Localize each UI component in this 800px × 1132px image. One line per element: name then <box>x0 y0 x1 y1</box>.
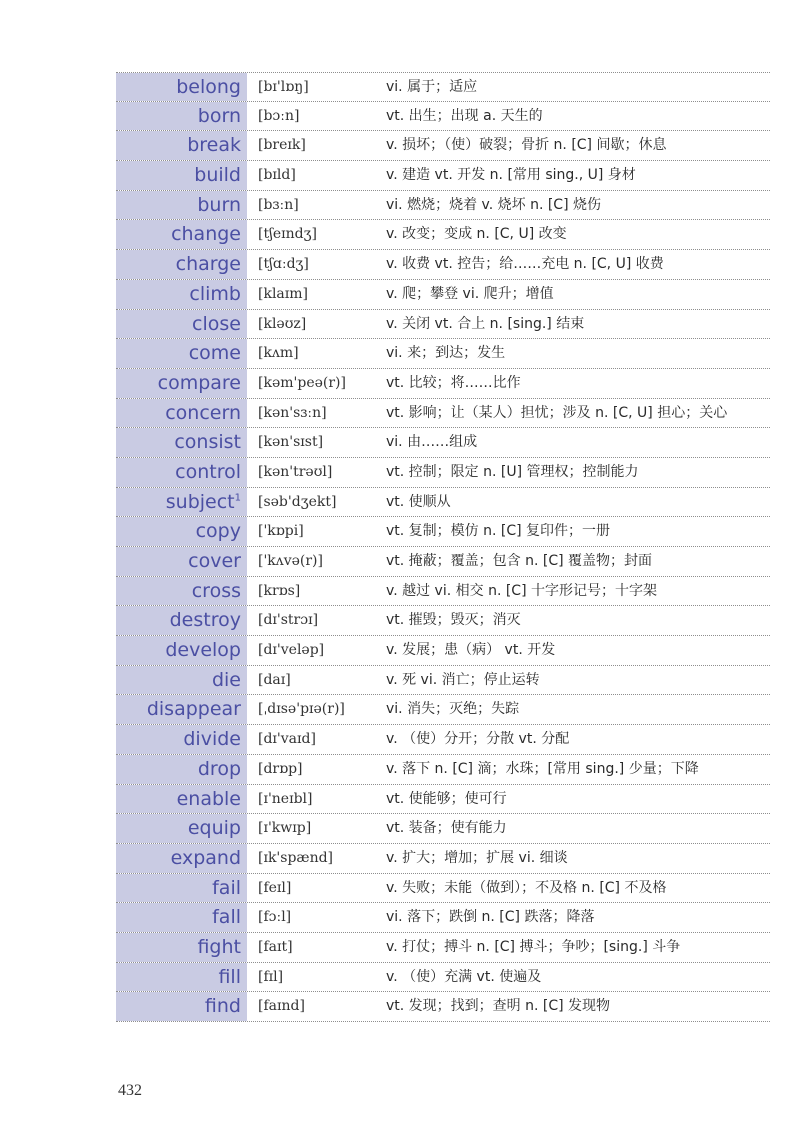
headword-text: fill <box>218 965 241 988</box>
vocab-row <box>116 339 770 369</box>
headword <box>116 547 250 576</box>
headword <box>116 517 250 546</box>
definition: vt. 掩蔽；覆盖；包含 n. [C] 覆盖物；封面 <box>386 553 653 569</box>
headword <box>116 102 250 131</box>
headword <box>116 339 250 368</box>
headword-text: find <box>204 995 241 1018</box>
vocab-row <box>116 577 770 607</box>
definition: v. （使）充满 vt. 使遍及 <box>386 968 542 985</box>
phonetic: [faɪnd] <box>258 998 305 1015</box>
definition: vt. 装备；使有能力 <box>386 820 507 837</box>
headword-text: enable <box>176 787 241 810</box>
vocab-row <box>116 666 770 696</box>
phonetic: [ˌdɪsə'pɪə(r)] <box>258 701 345 718</box>
headword <box>116 577 250 606</box>
headword <box>116 310 250 339</box>
vocab-row <box>116 963 770 993</box>
headword-text: burn <box>197 193 241 216</box>
headword <box>116 666 250 695</box>
definition: vt. 摧毁；毁灭；消灭 <box>386 612 521 629</box>
definition: v. 失败；未能（做到）；不及格 n. [C] 不及格 <box>386 879 667 896</box>
phonetic: [fɪl] <box>258 968 284 985</box>
headword <box>116 725 250 754</box>
phonetic: [ɪ'kwɪp] <box>258 820 312 837</box>
headword <box>116 606 250 635</box>
vocab-row <box>116 636 770 666</box>
vocab-row <box>116 695 770 725</box>
headword-text: equip <box>187 817 241 840</box>
definition: v. 发展；患（病） vt. 开发 <box>386 642 556 659</box>
definition: vi. 落下；跌倒 n. [C] 跌落；降落 <box>386 909 595 926</box>
headword-text: control <box>175 460 241 483</box>
definition: v. 关闭 vt. 合上 n. [sing.] 结束 <box>386 315 585 332</box>
definition: v. 爬；攀登 vi. 爬升；增值 <box>386 285 554 302</box>
phonetic: [kləʊz] <box>258 315 307 332</box>
headword-text: cross <box>191 579 241 602</box>
phonetic: [tʃeɪndʒ] <box>258 226 317 243</box>
headword-text: charge <box>175 253 241 276</box>
phonetic: [kən'sɜːn] <box>258 404 327 421</box>
definition: vi. 燃烧；烧着 v. 烧坏 n. [C] 烧伤 <box>386 196 601 213</box>
vocab-row <box>116 280 770 310</box>
definition: vt. 使顺从 <box>386 493 451 510</box>
phonetic: [breɪk] <box>258 137 306 154</box>
phonetic: [bɜːn] <box>258 196 299 213</box>
definition: vi. 消失；灭绝；失踪 <box>386 701 520 718</box>
vocab-row <box>116 458 770 488</box>
headword-text: close <box>192 312 241 335</box>
vocab-row <box>116 72 770 102</box>
definition: v. 收费 vt. 控告；给……充电 n. [C, U] 收费 <box>386 256 664 273</box>
definition: v. （使）分开；分散 vt. 分配 <box>386 731 570 748</box>
headword-text: fail <box>212 876 241 899</box>
vocab-row <box>116 428 770 458</box>
definition: vt. 使能够；使可行 <box>386 790 507 807</box>
vocab-row <box>116 369 770 399</box>
headword <box>116 458 250 487</box>
headword-text: disappear <box>146 698 241 721</box>
headword-text: come <box>188 342 241 365</box>
headword-text: fall <box>212 906 241 929</box>
headword-text: subject <box>165 490 235 513</box>
vocab-row <box>116 992 770 1022</box>
vocab-row <box>116 250 770 280</box>
headword-text: destroy <box>169 609 241 632</box>
definition: vt. 比较；将……比作 <box>386 374 521 391</box>
vocab-row <box>116 785 770 815</box>
headword <box>116 399 250 428</box>
phonetic: [daɪ] <box>258 671 291 688</box>
homograph-number: 1 <box>234 492 241 504</box>
phonetic: [tʃɑːdʒ] <box>258 256 309 273</box>
headword-text: build <box>194 164 241 187</box>
headword-text: expand <box>170 846 241 869</box>
vocab-row <box>116 725 770 755</box>
phonetic: [fɔːl] <box>258 909 292 926</box>
phonetic: [dɪ'vaɪd] <box>258 731 316 748</box>
headword <box>116 250 250 279</box>
definition: vt. 出生；出现 a. 天生的 <box>386 107 543 124</box>
phonetic: ['kʌvə(r)] <box>258 553 323 569</box>
vocab-row <box>116 814 770 844</box>
headword-text: consist <box>174 431 241 454</box>
phonetic: [bɔːn] <box>258 107 300 124</box>
vocab-row <box>116 310 770 340</box>
phonetic: [dɪ'veləp] <box>258 642 325 659</box>
definition: vt. 控制；限定 n. [U] 管理权；控制能力 <box>386 463 639 480</box>
phonetic: [faɪt] <box>258 938 293 955</box>
vocab-row <box>116 844 770 874</box>
phonetic: [kʌm] <box>258 345 299 362</box>
vocab-row <box>116 547 770 577</box>
phonetic: [kən'trəʊl] <box>258 463 333 480</box>
vocab-row <box>116 131 770 161</box>
phonetic: [bɪ'lɒŋ] <box>258 79 309 95</box>
definition: vi. 属于；适应 <box>386 79 478 95</box>
headword <box>116 963 250 992</box>
headword <box>116 814 250 843</box>
definition: v. 建造 vt. 开发 n. [常用 sing., U] 身材 <box>386 167 636 184</box>
vocab-row <box>116 488 770 518</box>
phonetic: [ɪ'neɪbl] <box>258 790 313 807</box>
definition: v. 越过 vi. 相交 n. [C] 十字形记号；十字架 <box>386 582 657 599</box>
phonetic: [səb'dʒekt] <box>258 493 337 510</box>
headword <box>116 428 250 457</box>
headword-text: copy <box>195 520 241 543</box>
vocab-row <box>116 102 770 132</box>
definition: vt. 发现；找到；查明 n. [C] 发现物 <box>386 998 611 1015</box>
headword <box>116 131 250 160</box>
vocab-row <box>116 933 770 963</box>
headword-text: concern <box>165 401 241 424</box>
vocab-row <box>116 755 770 785</box>
headword <box>116 874 250 903</box>
phonetic: ['kɒpi] <box>258 523 304 540</box>
headword <box>116 191 250 220</box>
headword <box>116 280 250 309</box>
headword <box>116 369 250 398</box>
vocab-row <box>116 399 770 429</box>
definition: v. 打仗；搏斗 n. [C] 搏斗；争吵；[sing.] 斗争 <box>386 938 681 955</box>
headword <box>116 488 250 517</box>
page-number: 432 <box>118 1082 142 1099</box>
headword-text: change <box>171 223 241 246</box>
headword <box>116 755 250 784</box>
phonetic: [ɪk'spænd] <box>258 849 334 866</box>
definition: v. 改变；变成 n. [C, U] 改变 <box>386 226 567 243</box>
vocab-row <box>116 874 770 904</box>
headword-text: climb <box>189 282 241 305</box>
headword-text: cover <box>188 550 241 572</box>
headword-text: die <box>211 668 241 691</box>
definition: v. 死 vi. 消亡；停止运转 <box>386 671 540 688</box>
phonetic: [klaɪm] <box>258 285 308 302</box>
headword <box>116 161 250 190</box>
definition: vt. 复制；模仿 n. [C] 复印件；一册 <box>386 523 611 540</box>
headword <box>116 844 250 873</box>
phonetic: [kəm'peə(r)] <box>258 374 346 391</box>
vocab-row <box>116 161 770 191</box>
definition: vi. 由……组成 <box>386 434 478 451</box>
headword-text: break <box>187 134 241 157</box>
definition: vi. 来；到达；发生 <box>386 345 506 362</box>
vocab-row <box>116 903 770 933</box>
headword <box>116 220 250 249</box>
headword-text: develop <box>165 639 241 662</box>
vocabulary-table <box>116 72 770 1022</box>
headword-text: compare <box>157 371 241 394</box>
phonetic: [dɪ'strɔɪ] <box>258 612 319 629</box>
headword-text: fight <box>197 935 241 958</box>
headword <box>116 992 250 1021</box>
headword <box>116 933 250 962</box>
headword-text: born <box>197 104 241 127</box>
headword <box>116 785 250 814</box>
phonetic: [bɪld] <box>258 167 296 184</box>
headword <box>116 636 250 665</box>
phonetic: [feɪl] <box>258 879 292 896</box>
definition: vt. 影响；让（某人）担忧；涉及 n. [C, U] 担心；关心 <box>386 404 728 421</box>
headword-text: divide <box>183 728 241 751</box>
headword <box>116 695 250 724</box>
vocab-row <box>116 517 770 547</box>
headword-text: belong <box>176 76 241 98</box>
phonetic: [drɒp] <box>258 760 303 777</box>
phonetic: [kən'sɪst] <box>258 434 324 451</box>
phonetic: [krɒs] <box>258 582 301 599</box>
definition: v. 扩大；增加；扩展 vi. 细谈 <box>386 849 568 866</box>
vocab-row <box>116 220 770 250</box>
vocab-row <box>116 191 770 221</box>
headword-text: drop <box>197 757 241 780</box>
headword <box>116 73 250 101</box>
headword <box>116 903 250 932</box>
definition: v. 落下 n. [C] 滴；水珠；[常用 sing.] 少量；下降 <box>386 760 699 777</box>
vocab-row <box>116 606 770 636</box>
definition: v. 损坏；（使）破裂；骨折 n. [C] 间歇；休息 <box>386 137 667 154</box>
